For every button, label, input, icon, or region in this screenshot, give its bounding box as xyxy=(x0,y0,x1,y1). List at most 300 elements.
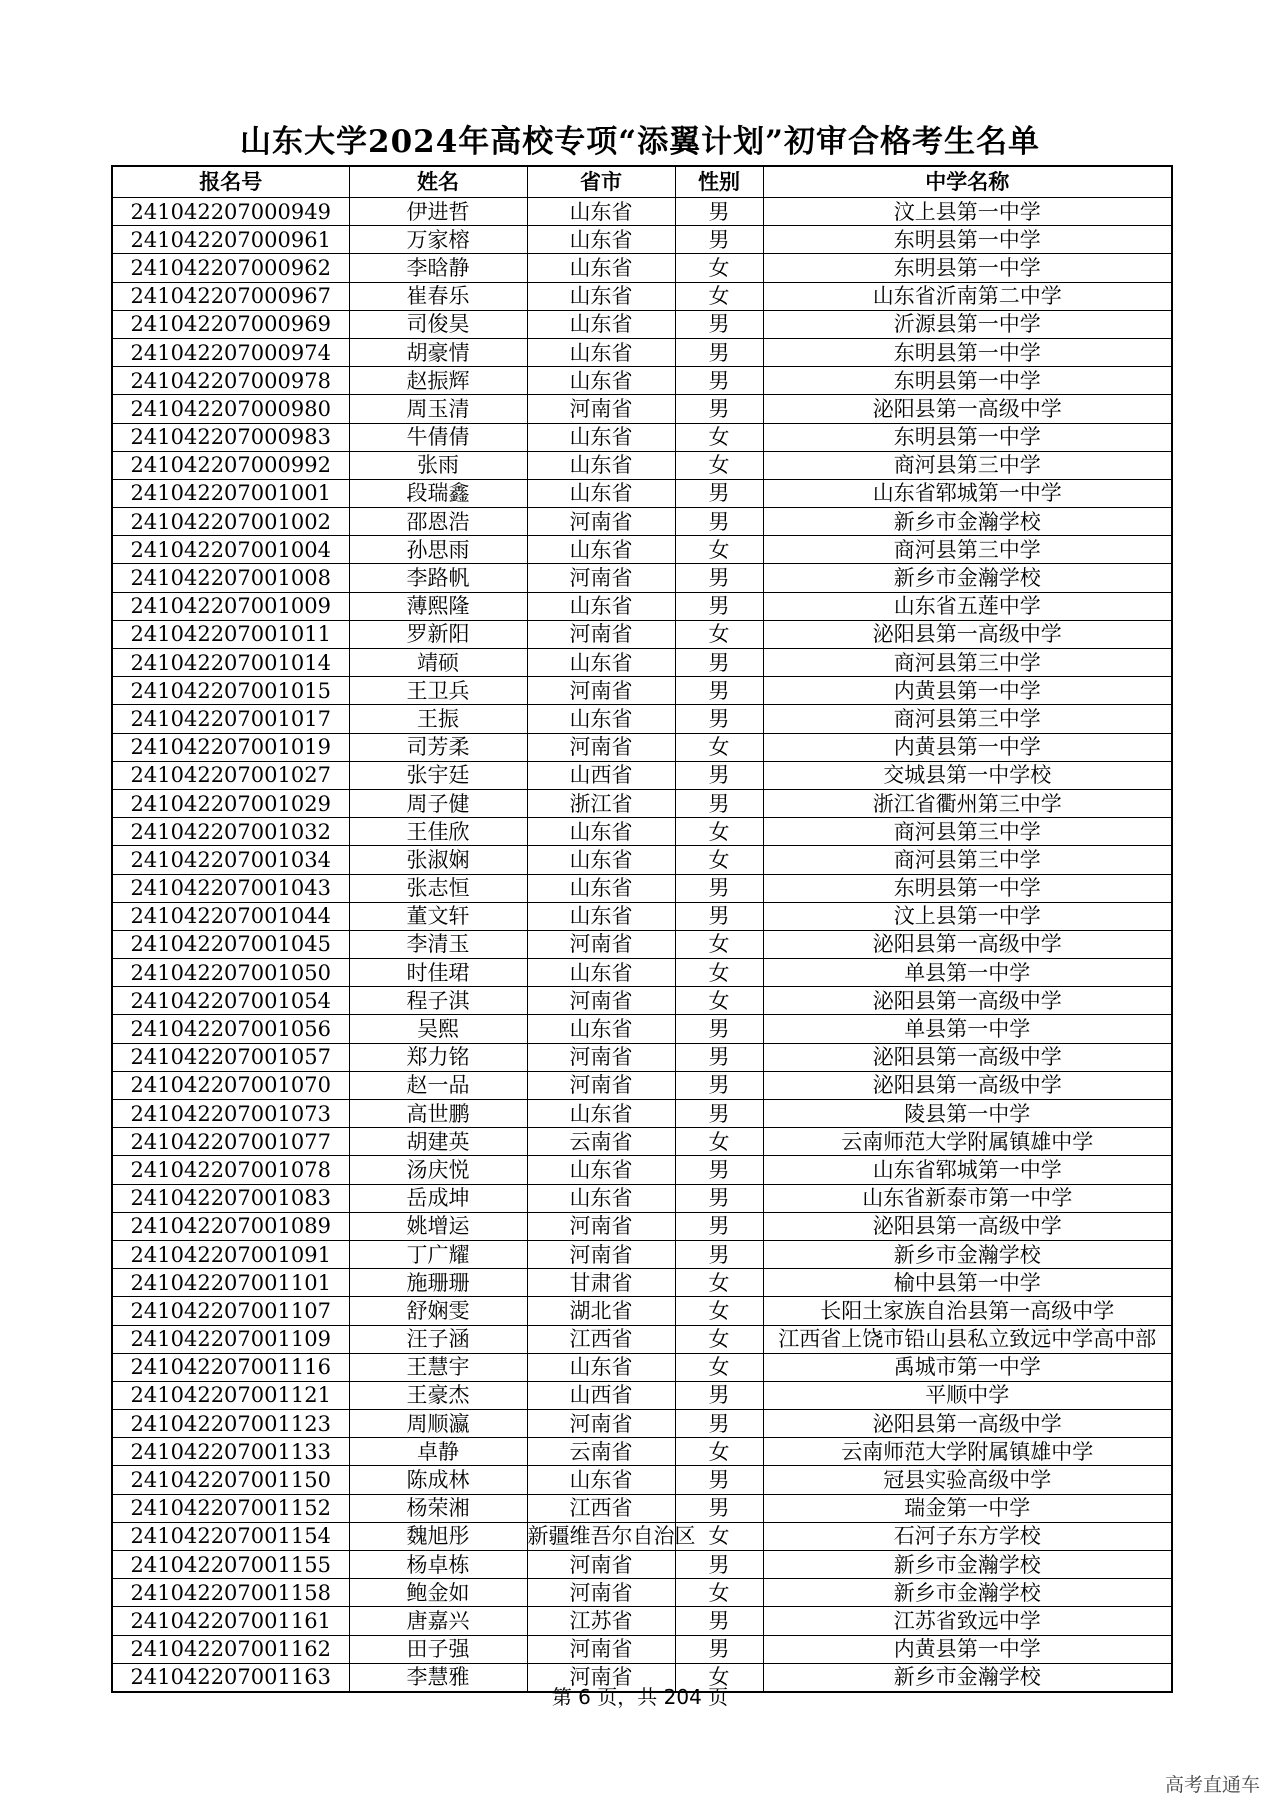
cell-school: 新乡市金瀚学校 xyxy=(763,508,1172,536)
column-header-gender: 性别 xyxy=(675,166,763,198)
cell-gender: 男 xyxy=(675,479,763,507)
cell-name: 崔春乐 xyxy=(349,282,527,310)
cell-registration-number: 241042207001009 xyxy=(112,592,349,620)
cell-registration-number: 241042207001083 xyxy=(112,1184,349,1212)
cell-school: 泌阳县第一高级中学 xyxy=(763,1212,1172,1240)
cell-name: 赵一品 xyxy=(349,1071,527,1099)
cell-gender: 女 xyxy=(675,423,763,451)
cell-school: 单县第一中学 xyxy=(763,959,1172,987)
cell-province: 河南省 xyxy=(527,1663,675,1692)
cell-gender: 男 xyxy=(675,677,763,705)
table-header-row xyxy=(112,166,1172,198)
cell-school: 云南师范大学附属镇雄中学 xyxy=(763,1128,1172,1156)
cell-gender: 女 xyxy=(675,930,763,958)
cell-gender: 男 xyxy=(675,1184,763,1212)
table-row xyxy=(112,1015,1172,1043)
cell-school: 泌阳县第一高级中学 xyxy=(763,1043,1172,1071)
cell-name: 卓静 xyxy=(349,1438,527,1466)
cell-province: 山东省 xyxy=(527,198,675,226)
cell-province: 山西省 xyxy=(527,761,675,789)
cell-school: 榆中县第一中学 xyxy=(763,1269,1172,1297)
cell-school: 商河县第三中学 xyxy=(763,846,1172,874)
cell-gender: 男 xyxy=(675,198,763,226)
cell-registration-number: 241042207000978 xyxy=(112,367,349,395)
table-row xyxy=(112,620,1172,648)
cell-province: 山东省 xyxy=(527,536,675,564)
table-row xyxy=(112,818,1172,846)
column-header-name: 姓名 xyxy=(349,166,527,198)
cell-school: 内黄县第一中学 xyxy=(763,1635,1172,1663)
cell-registration-number: 241042207001050 xyxy=(112,959,349,987)
cell-school: 泌阳县第一高级中学 xyxy=(763,1071,1172,1099)
cell-name: 施珊珊 xyxy=(349,1269,527,1297)
cell-province: 山东省 xyxy=(527,1156,675,1184)
cell-gender: 女 xyxy=(675,818,763,846)
cell-gender: 女 xyxy=(675,846,763,874)
cell-gender: 男 xyxy=(675,789,763,817)
column-header-school: 中学名称 xyxy=(763,166,1172,198)
cell-name: 舒娴雯 xyxy=(349,1297,527,1325)
cell-gender: 女 xyxy=(675,1269,763,1297)
cell-registration-number: 241042207000974 xyxy=(112,338,349,366)
cell-school: 陵县第一中学 xyxy=(763,1100,1172,1128)
cell-registration-number: 241042207001116 xyxy=(112,1353,349,1381)
table-row xyxy=(112,733,1172,761)
table-row xyxy=(112,1353,1172,1381)
table-row xyxy=(112,1325,1172,1353)
cell-name: 高世鹏 xyxy=(349,1100,527,1128)
cell-name: 胡豪情 xyxy=(349,338,527,366)
cell-gender: 男 xyxy=(675,902,763,930)
cell-province: 河南省 xyxy=(527,987,675,1015)
cell-gender: 男 xyxy=(675,1466,763,1494)
table-body xyxy=(112,198,1172,1692)
cell-name: 司俊昊 xyxy=(349,310,527,338)
cell-province: 河南省 xyxy=(527,930,675,958)
cell-province: 山东省 xyxy=(527,479,675,507)
cell-school: 山东省郓城第一中学 xyxy=(763,1156,1172,1184)
cell-province: 河南省 xyxy=(527,1043,675,1071)
table-row xyxy=(112,226,1172,254)
cell-gender: 女 xyxy=(675,282,763,310)
cell-province: 山东省 xyxy=(527,874,675,902)
cell-gender: 女 xyxy=(675,1438,763,1466)
table-row xyxy=(112,451,1172,479)
cell-gender: 男 xyxy=(675,564,763,592)
table-row xyxy=(112,367,1172,395)
cell-gender: 男 xyxy=(675,310,763,338)
cell-school: 东明县第一中学 xyxy=(763,874,1172,902)
cell-registration-number: 241042207000969 xyxy=(112,310,349,338)
cell-name: 张淑娴 xyxy=(349,846,527,874)
cell-name: 鲍金如 xyxy=(349,1579,527,1607)
cell-province: 河南省 xyxy=(527,1551,675,1579)
cell-province: 山东省 xyxy=(527,902,675,930)
cell-province: 河南省 xyxy=(527,620,675,648)
cell-name: 周顺瀛 xyxy=(349,1410,527,1438)
cell-gender: 男 xyxy=(675,395,763,423)
cell-school: 交城县第一中学校 xyxy=(763,761,1172,789)
cell-gender: 女 xyxy=(675,254,763,282)
table-row xyxy=(112,846,1172,874)
cell-province: 甘肃省 xyxy=(527,1269,675,1297)
cell-school: 商河县第三中学 xyxy=(763,818,1172,846)
cell-school: 东明县第一中学 xyxy=(763,423,1172,451)
cell-gender: 女 xyxy=(675,620,763,648)
cell-registration-number: 241042207001121 xyxy=(112,1381,349,1409)
cell-name: 段瑞鑫 xyxy=(349,479,527,507)
cell-province: 山东省 xyxy=(527,423,675,451)
cell-school: 新乡市金瀚学校 xyxy=(763,564,1172,592)
cell-school: 新乡市金瀚学校 xyxy=(763,1579,1172,1607)
cell-gender: 男 xyxy=(675,649,763,677)
cell-name: 岳成坤 xyxy=(349,1184,527,1212)
table-row xyxy=(112,649,1172,677)
cell-province: 山东省 xyxy=(527,1353,675,1381)
cell-name: 时佳珺 xyxy=(349,959,527,987)
cell-name: 牛倩倩 xyxy=(349,423,527,451)
cell-name: 唐嘉兴 xyxy=(349,1607,527,1635)
cell-school: 山东省五莲中学 xyxy=(763,592,1172,620)
table-row xyxy=(112,1466,1172,1494)
table-row xyxy=(112,198,1172,226)
table-row xyxy=(112,536,1172,564)
cell-gender: 女 xyxy=(675,1128,763,1156)
cell-name: 李晗静 xyxy=(349,254,527,282)
cell-registration-number: 241042207001089 xyxy=(112,1212,349,1240)
table-row xyxy=(112,1494,1172,1522)
cell-gender: 女 xyxy=(675,1353,763,1381)
cell-registration-number: 241042207001070 xyxy=(112,1071,349,1099)
cell-registration-number: 241042207000983 xyxy=(112,423,349,451)
column-header-province: 省市 xyxy=(527,166,675,198)
table-row xyxy=(112,1156,1172,1184)
cell-name: 王卫兵 xyxy=(349,677,527,705)
table-row xyxy=(112,395,1172,423)
cell-province: 河南省 xyxy=(527,677,675,705)
cell-name: 张雨 xyxy=(349,451,527,479)
cell-registration-number: 241042207000967 xyxy=(112,282,349,310)
table-row xyxy=(112,1635,1172,1663)
cell-province: 山东省 xyxy=(527,367,675,395)
cell-registration-number: 241042207001043 xyxy=(112,874,349,902)
cell-name: 周子健 xyxy=(349,789,527,817)
cell-gender: 男 xyxy=(675,1494,763,1522)
cell-name: 王慧宇 xyxy=(349,1353,527,1381)
table-row xyxy=(112,789,1172,817)
cell-name: 李清玉 xyxy=(349,930,527,958)
watermark: 高考直通车 xyxy=(1164,1774,1260,1796)
cell-name: 司芳柔 xyxy=(349,733,527,761)
cell-province: 山东省 xyxy=(527,1015,675,1043)
cell-name: 李路帆 xyxy=(349,564,527,592)
cell-school: 内黄县第一中学 xyxy=(763,733,1172,761)
cell-school: 沂源县第一中学 xyxy=(763,310,1172,338)
cell-registration-number: 241042207001161 xyxy=(112,1607,349,1635)
cell-registration-number: 241042207001015 xyxy=(112,677,349,705)
cell-school: 山东省沂南第二中学 xyxy=(763,282,1172,310)
cell-province: 新疆维吾尔自治区 xyxy=(527,1522,675,1550)
cell-school: 山东省新泰市第一中学 xyxy=(763,1184,1172,1212)
table-row xyxy=(112,254,1172,282)
cell-gender: 女 xyxy=(675,1663,763,1692)
table-row xyxy=(112,761,1172,789)
cell-school: 新乡市金瀚学校 xyxy=(763,1551,1172,1579)
cell-school: 泌阳县第一高级中学 xyxy=(763,930,1172,958)
cell-school: 新乡市金瀚学校 xyxy=(763,1240,1172,1268)
cell-registration-number: 241042207001054 xyxy=(112,987,349,1015)
cell-province: 山东省 xyxy=(527,310,675,338)
cell-gender: 男 xyxy=(675,1240,763,1268)
cell-registration-number: 241042207001029 xyxy=(112,789,349,817)
cell-province: 河南省 xyxy=(527,395,675,423)
cell-registration-number: 241042207001162 xyxy=(112,1635,349,1663)
cell-school: 江苏省致远中学 xyxy=(763,1607,1172,1635)
cell-name: 万家榕 xyxy=(349,226,527,254)
page-title: 山东大学2024年高校专项“添翼计划”初审合格考生名单 xyxy=(240,124,1040,160)
cell-registration-number: 241042207001011 xyxy=(112,620,349,648)
cell-school: 瑞金第一中学 xyxy=(763,1494,1172,1522)
cell-gender: 男 xyxy=(675,1212,763,1240)
cell-province: 河南省 xyxy=(527,1635,675,1663)
table-row xyxy=(112,310,1172,338)
cell-registration-number: 241042207001133 xyxy=(112,1438,349,1466)
cell-province: 河南省 xyxy=(527,1212,675,1240)
cell-province: 山东省 xyxy=(527,592,675,620)
cell-name: 王佳欣 xyxy=(349,818,527,846)
cell-province: 江西省 xyxy=(527,1494,675,1522)
cell-registration-number: 241042207001019 xyxy=(112,733,349,761)
cell-name: 靖硕 xyxy=(349,649,527,677)
cell-name: 王振 xyxy=(349,705,527,733)
table-row xyxy=(112,987,1172,1015)
cell-registration-number: 241042207001001 xyxy=(112,479,349,507)
cell-province: 河南省 xyxy=(527,564,675,592)
cell-school: 泌阳县第一高级中学 xyxy=(763,395,1172,423)
table-row xyxy=(112,959,1172,987)
cell-name: 张志恒 xyxy=(349,874,527,902)
cell-gender: 男 xyxy=(675,592,763,620)
cell-province: 河南省 xyxy=(527,1410,675,1438)
cell-registration-number: 241042207001101 xyxy=(112,1269,349,1297)
cell-school: 平顺中学 xyxy=(763,1381,1172,1409)
table-row xyxy=(112,1071,1172,1099)
cell-registration-number: 241042207001158 xyxy=(112,1579,349,1607)
cell-province: 山东省 xyxy=(527,226,675,254)
cell-school: 单县第一中学 xyxy=(763,1015,1172,1043)
cell-registration-number: 241042207000992 xyxy=(112,451,349,479)
cell-province: 山东省 xyxy=(527,818,675,846)
cell-name: 邵恩浩 xyxy=(349,508,527,536)
table-row xyxy=(112,1100,1172,1128)
cell-province: 山东省 xyxy=(527,705,675,733)
cell-registration-number: 241042207001073 xyxy=(112,1100,349,1128)
table-row xyxy=(112,677,1172,705)
cell-province: 山东省 xyxy=(527,282,675,310)
cell-registration-number: 241042207001008 xyxy=(112,564,349,592)
cell-gender: 女 xyxy=(675,1297,763,1325)
cell-name: 姚增运 xyxy=(349,1212,527,1240)
cell-gender: 男 xyxy=(675,1156,763,1184)
cell-school: 禹城市第一中学 xyxy=(763,1353,1172,1381)
cell-province: 山东省 xyxy=(527,1184,675,1212)
cell-school: 冠县实验高级中学 xyxy=(763,1466,1172,1494)
table-row xyxy=(112,1438,1172,1466)
cell-school: 泌阳县第一高级中学 xyxy=(763,620,1172,648)
cell-registration-number: 241042207001032 xyxy=(112,818,349,846)
cell-gender: 男 xyxy=(675,1607,763,1635)
cell-school: 东明县第一中学 xyxy=(763,226,1172,254)
cell-province: 河南省 xyxy=(527,1579,675,1607)
cell-province: 山东省 xyxy=(527,846,675,874)
cell-province: 山东省 xyxy=(527,451,675,479)
cell-registration-number: 241042207001014 xyxy=(112,649,349,677)
table-row xyxy=(112,1043,1172,1071)
cell-gender: 男 xyxy=(675,761,763,789)
table-row xyxy=(112,1522,1172,1550)
cell-name: 汪子涵 xyxy=(349,1325,527,1353)
cell-name: 魏旭彤 xyxy=(349,1522,527,1550)
cell-name: 杨卓栋 xyxy=(349,1551,527,1579)
cell-registration-number: 241042207001152 xyxy=(112,1494,349,1522)
cell-gender: 男 xyxy=(675,1015,763,1043)
table-row xyxy=(112,930,1172,958)
table-row xyxy=(112,1579,1172,1607)
cell-name: 张宇廷 xyxy=(349,761,527,789)
cell-province: 山东省 xyxy=(527,1466,675,1494)
cell-school: 东明县第一中学 xyxy=(763,367,1172,395)
cell-province: 江苏省 xyxy=(527,1607,675,1635)
cell-registration-number: 241042207001154 xyxy=(112,1522,349,1550)
cell-gender: 女 xyxy=(675,959,763,987)
cell-registration-number: 241042207000962 xyxy=(112,254,349,282)
cell-gender: 男 xyxy=(675,367,763,395)
cell-registration-number: 241042207001078 xyxy=(112,1156,349,1184)
cell-name: 李慧雅 xyxy=(349,1663,527,1692)
cell-gender: 男 xyxy=(675,1100,763,1128)
cell-gender: 男 xyxy=(675,874,763,902)
cell-school: 商河县第三中学 xyxy=(763,451,1172,479)
cell-registration-number: 241042207001123 xyxy=(112,1410,349,1438)
cell-school: 泌阳县第一高级中学 xyxy=(763,1410,1172,1438)
cell-name: 孙思雨 xyxy=(349,536,527,564)
cell-province: 河南省 xyxy=(527,1071,675,1099)
cell-gender: 女 xyxy=(675,987,763,1015)
candidate-table xyxy=(111,165,1173,1693)
cell-province: 山东省 xyxy=(527,649,675,677)
table-row xyxy=(112,1607,1172,1635)
table-row xyxy=(112,874,1172,902)
table-row xyxy=(112,1128,1172,1156)
cell-name: 汤庆悦 xyxy=(349,1156,527,1184)
cell-province: 云南省 xyxy=(527,1128,675,1156)
cell-school: 泌阳县第一高级中学 xyxy=(763,987,1172,1015)
cell-school: 商河县第三中学 xyxy=(763,705,1172,733)
cell-registration-number: 241042207001109 xyxy=(112,1325,349,1353)
cell-gender: 男 xyxy=(675,508,763,536)
table-row xyxy=(112,1551,1172,1579)
cell-school: 汶上县第一中学 xyxy=(763,198,1172,226)
cell-gender: 男 xyxy=(675,1635,763,1663)
cell-gender: 男 xyxy=(675,1551,763,1579)
cell-name: 赵振辉 xyxy=(349,367,527,395)
cell-gender: 男 xyxy=(675,338,763,366)
cell-province: 云南省 xyxy=(527,1438,675,1466)
table-row xyxy=(112,1269,1172,1297)
cell-province: 河南省 xyxy=(527,733,675,761)
cell-gender: 男 xyxy=(675,1043,763,1071)
cell-province: 山东省 xyxy=(527,254,675,282)
cell-gender: 女 xyxy=(675,536,763,564)
table-row xyxy=(112,705,1172,733)
cell-gender: 女 xyxy=(675,1579,763,1607)
cell-gender: 女 xyxy=(675,1522,763,1550)
cell-name: 薄熙隆 xyxy=(349,592,527,620)
cell-name: 吴熙 xyxy=(349,1015,527,1043)
cell-gender: 女 xyxy=(675,1325,763,1353)
cell-name: 程子淇 xyxy=(349,987,527,1015)
cell-school: 新乡市金瀚学校 xyxy=(763,1663,1172,1692)
cell-registration-number: 241042207001027 xyxy=(112,761,349,789)
cell-registration-number: 241042207001077 xyxy=(112,1128,349,1156)
table-row xyxy=(112,423,1172,451)
table-row xyxy=(112,1381,1172,1409)
cell-province: 江西省 xyxy=(527,1325,675,1353)
cell-province: 山东省 xyxy=(527,338,675,366)
column-header-registration-number: 报名号 xyxy=(112,166,349,198)
cell-name: 杨荣湘 xyxy=(349,1494,527,1522)
cell-registration-number: 241042207001057 xyxy=(112,1043,349,1071)
cell-registration-number: 241042207001004 xyxy=(112,536,349,564)
cell-name: 周玉清 xyxy=(349,395,527,423)
table-row xyxy=(112,508,1172,536)
cell-province: 山东省 xyxy=(527,959,675,987)
cell-school: 东明县第一中学 xyxy=(763,254,1172,282)
cell-gender: 男 xyxy=(675,1071,763,1099)
cell-school: 东明县第一中学 xyxy=(763,338,1172,366)
page-number: 第 6 页，共 204 页 xyxy=(551,1685,729,1709)
cell-name: 田子强 xyxy=(349,1635,527,1663)
cell-registration-number: 241042207001091 xyxy=(112,1240,349,1268)
cell-gender: 女 xyxy=(675,733,763,761)
table-row xyxy=(112,282,1172,310)
cell-province: 山东省 xyxy=(527,1100,675,1128)
cell-province: 河南省 xyxy=(527,508,675,536)
table-row xyxy=(112,1212,1172,1240)
cell-gender: 男 xyxy=(675,705,763,733)
table-row xyxy=(112,1297,1172,1325)
cell-province: 湖北省 xyxy=(527,1297,675,1325)
cell-school: 石河子东方学校 xyxy=(763,1522,1172,1550)
cell-registration-number: 241042207001002 xyxy=(112,508,349,536)
cell-province: 山西省 xyxy=(527,1381,675,1409)
cell-registration-number: 241042207001056 xyxy=(112,1015,349,1043)
table-row xyxy=(112,1410,1172,1438)
cell-school: 商河县第三中学 xyxy=(763,649,1172,677)
cell-name: 伊进哲 xyxy=(349,198,527,226)
cell-name: 丁广耀 xyxy=(349,1240,527,1268)
table-row xyxy=(112,564,1172,592)
cell-registration-number: 241042207000980 xyxy=(112,395,349,423)
cell-name: 胡建英 xyxy=(349,1128,527,1156)
cell-school: 汶上县第一中学 xyxy=(763,902,1172,930)
cell-gender: 男 xyxy=(675,226,763,254)
cell-registration-number: 241042207001017 xyxy=(112,705,349,733)
cell-name: 陈成林 xyxy=(349,1466,527,1494)
cell-school: 长阳土家族自治县第一高级中学 xyxy=(763,1297,1172,1325)
cell-gender: 男 xyxy=(675,1381,763,1409)
table-row xyxy=(112,338,1172,366)
